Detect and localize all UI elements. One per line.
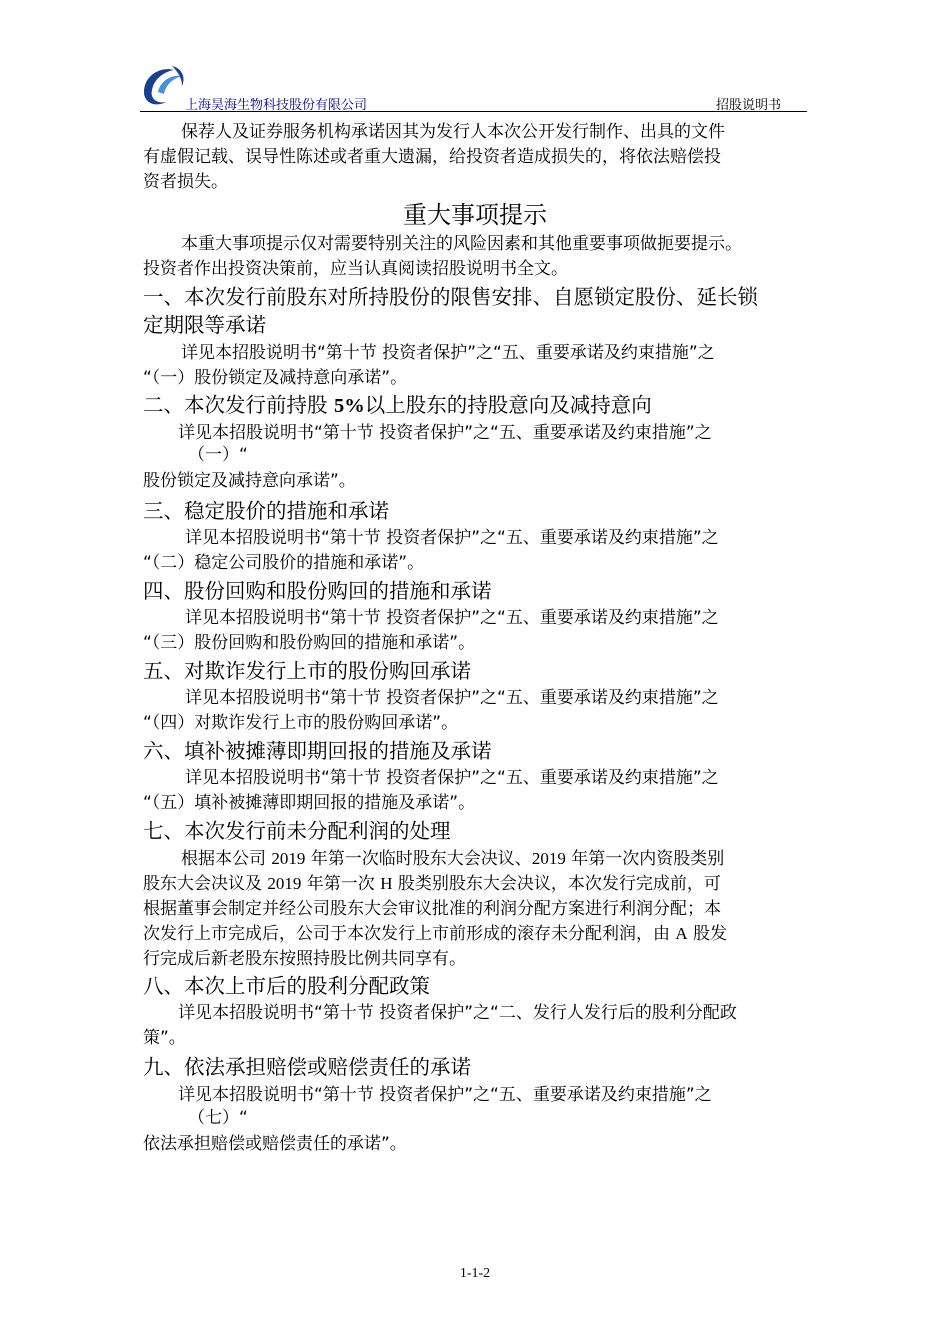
s7-l2-a: 股东大会决议及 xyxy=(143,874,268,894)
section-5-heading: 五、对欺诈发行上市的股份购回承诺 xyxy=(143,659,471,683)
header-company-name: 上海昊海生物科技股份有限公司 xyxy=(185,98,368,113)
section-2-heading-percent: 5% xyxy=(334,395,365,417)
section-6-line-1: 详见本招股说明书“第十节 投资者保护”之“五、重要承诺及约束措施”之 xyxy=(185,768,719,788)
section-3-line-1: 详见本招股说明书“第十节 投资者保护”之“五、重要承诺及约束措施”之 xyxy=(185,528,719,548)
section-6-line-2: “（五）填补被摊薄即期回报的措施及承诺”。 xyxy=(143,793,476,813)
section-2-heading-part-c: 以上股东的持股意向及减持意向 xyxy=(364,393,652,417)
section-2-line-1: 详见本招股说明书“第十节 投资者保护”之“五、重要承诺及约束措施”之 xyxy=(178,423,712,443)
section-9-heading: 九、依法承担赔偿或赔偿责任的承诺 xyxy=(143,1055,471,1079)
section-7-line-1 xyxy=(181,848,724,870)
intro-line-3: 资者损失。 xyxy=(143,172,228,192)
section-1-heading-line-2: 定期限等承诺 xyxy=(143,313,266,337)
section-9-line-3: 依法承担赔偿或赔偿责任的承诺”。 xyxy=(143,1134,407,1154)
section-8-line-1: 详见本招股说明书“第十节 投资者保护”之“二、发行人发行后的股利分配政 xyxy=(178,1003,737,1023)
section-7-line-5: 行完成后新老股东按照持股比例共同享有。 xyxy=(143,949,466,969)
header-divider xyxy=(140,111,807,112)
s7-l1-year-2: 2019 xyxy=(531,849,566,868)
section-9-line-1: 详见本招股说明书“第十节 投资者保护”之“五、重要承诺及约束措施”之 xyxy=(178,1085,712,1105)
section-3-heading: 三、稳定股价的措施和承诺 xyxy=(143,499,389,523)
company-logo-icon xyxy=(138,62,188,108)
section-4-line-2: “（三）股份回购和股份购回的措施和承诺”。 xyxy=(143,633,476,653)
lead-line-2: 投资者作出投资决策前，应当认真阅读招股说明书全文。 xyxy=(143,259,568,279)
section-4-heading: 四、股份回购和股份购回的措施和承诺 xyxy=(143,579,492,603)
s7-l2-e: 股类别股东大会决议，本次发行完成前，可 xyxy=(392,874,721,894)
section-1-line-1: 详见本招股说明书“第十节 投资者保护”之“五、重要承诺及约束措施”之 xyxy=(181,343,715,363)
section-1-heading-line-1: 一、本次发行前股东对所持股份的限售安排、自愿锁定股份、延长锁 xyxy=(143,285,758,309)
intro-line-2: 有虚假记载、误导性陈述或者重大遗漏，给投资者造成损失的，将依法赔偿投 xyxy=(143,147,721,167)
section-2-line-3: 股份锁定及减持意向承诺”。 xyxy=(143,471,356,491)
section-7-heading: 七、本次发行前未分配利润的处理 xyxy=(143,819,451,843)
section-7-line-2 xyxy=(143,873,721,895)
section-8-heading: 八、本次上市后的股利分配政策 xyxy=(143,974,430,998)
section-4-line-1: 详见本招股说明书“第十节 投资者保护”之“五、重要承诺及约束措施”之 xyxy=(185,608,719,628)
page-number: 1-1-2 xyxy=(459,1266,491,1281)
section-1-line-2: “（一）股份锁定及减持意向承诺”。 xyxy=(143,368,408,388)
section-8-line-2: 策”。 xyxy=(143,1028,186,1048)
s7-l4-a: 次发行上市完成后，公司于本次发行上市前形成的滚存未分配利润，由 xyxy=(143,924,676,944)
lead-line-1: 本重大事项提示仅对需要特别关注的风险因素和其他重要事项做扼要提示。 xyxy=(181,234,742,254)
section-7-line-4 xyxy=(143,923,727,945)
section-2-heading-part-a: 二、本次发行前持股 xyxy=(143,393,335,417)
header-document-type: 招股说明书 xyxy=(716,98,782,113)
s7-l1-year-1: 2019 xyxy=(271,849,306,868)
s7-l1-a: 根据本公司 xyxy=(181,849,272,869)
intro-line-1: 保荐人及证券服务机构承诺因其为发行人本次公开发行制作、出具的文件 xyxy=(181,122,725,142)
s7-l1-c: 年第一次临时股东大会决议、 xyxy=(305,849,532,869)
section-2-heading xyxy=(143,392,652,419)
section-9-line-2: （七）“ xyxy=(188,1108,248,1128)
section-5-line-2: “（四）对欺诈发行上市的股份购回承诺”。 xyxy=(143,713,459,733)
page-title: 重大事项提示 xyxy=(403,201,547,229)
s7-l2-c: 年第一次 xyxy=(301,874,381,894)
s7-l4-c: 股发 xyxy=(687,924,728,944)
s7-l4-share: A xyxy=(675,924,688,943)
section-6-heading: 六、填补被摊薄即期回报的措施及承诺 xyxy=(143,739,492,763)
s7-l2-h: H xyxy=(380,874,393,893)
section-7-line-3: 根据董事会制定并经公司股东大会审议批准的利润分配方案进行利润分配；本 xyxy=(143,899,721,919)
section-5-line-1: 详见本招股说明书“第十节 投资者保护”之“五、重要承诺及约束措施”之 xyxy=(185,688,719,708)
s7-l2-year: 2019 xyxy=(267,874,302,893)
section-2-line-2: （一）“ xyxy=(188,445,248,465)
section-3-line-2: “（二）稳定公司股价的措施和承诺”。 xyxy=(143,553,425,573)
s7-l1-e: 年第一次内资股类别 xyxy=(565,849,725,869)
